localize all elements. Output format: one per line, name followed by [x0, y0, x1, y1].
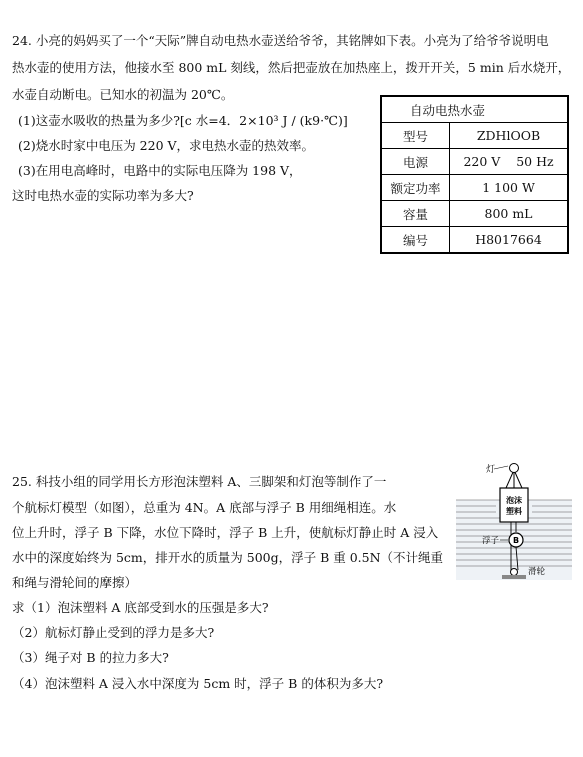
lamp-label: 灯 [486, 465, 496, 475]
nameplate-key: 编号 [381, 227, 450, 254]
table-row [381, 201, 568, 227]
q25-line4: 水中的深度始终为 5cm，排开水的质量为 500g，浮子 B 重 0.5N（不计绳重 [12, 550, 444, 565]
pulley-icon [511, 569, 518, 576]
q25-q2: （2）航标灯静止受到的浮力是多大? [12, 625, 215, 640]
q24-sub2: (2)烧水时家中电压为 220 V，求电热水壶的热效率。 [18, 138, 315, 153]
nameplate-value: 1 100 W [450, 175, 569, 201]
q25-q3: （3）绳子对 B 的拉力多大? [12, 650, 169, 665]
nameplate-value: H8017664 [450, 227, 569, 254]
float-b-label: B [512, 536, 520, 545]
q25-line5: 和绳与滑轮间的摩擦） [12, 575, 138, 590]
pulley-label: 滑轮 [528, 567, 546, 577]
nameplate-value: ZDHlOOB [450, 123, 569, 149]
q24-line2: 热水壶的使用方法，他接水至 800 mL 刻线，然后把壶放在加热座上，拨开开关，5 min 后水烧开， [12, 60, 571, 75]
q24-line3: 水壶自动断电。已知水的初温为 20℃。 [12, 87, 234, 102]
foam-label-2: 塑料 [506, 507, 522, 516]
nameplate-title: 自动电热水壶 [381, 96, 568, 123]
q25-line3: 位上升时，浮子 B 下降，水位下降时，浮子 B 上升，使航标灯静止时 A 浸入 [12, 525, 439, 540]
q24-sub3a: (3)在用电高峰时，电路中的实际电压降为 198 V， [18, 163, 302, 178]
navigation-light-figure [456, 460, 572, 580]
float-label: 浮子 [482, 536, 500, 546]
q24-sub1: (1)这壶水吸收的热量为多少?[c 水=4．2×10³ J / (k9·℃)] [18, 113, 348, 128]
q24-line1: 24. 小亮的妈妈买了一个“天际”牌自动电热水壶送给爷爷，其铭牌如下表。小亮为了给爷爷说明电 [12, 33, 549, 48]
nameplate-key: 额定功率 [381, 175, 450, 201]
nameplate-key: 容量 [381, 201, 450, 227]
foam-block-a [500, 488, 528, 522]
table-row [381, 123, 568, 149]
q24-sub3b: 这时电热水壶的实际功率为多大? [12, 188, 194, 203]
q25-line1: 25. 科技小组的同学用长方形泡沫塑料 A、三脚架和灯泡等制作了一 [12, 474, 387, 489]
foam-label-1: 泡沫 [506, 496, 522, 505]
nameplate-key: 电源 [381, 149, 450, 175]
q25-q4: （4）泡沫塑料 A 浸入水中深度为 5cm 时，浮子 B 的体积为多大? [12, 676, 384, 691]
table-row [381, 227, 568, 254]
table-row [381, 149, 568, 175]
table-row [381, 175, 568, 201]
q25-ask: 求（1）泡沫塑料 A 底部受到水的压强是多大? [12, 600, 269, 615]
riverbed [502, 575, 526, 579]
q25-line2: 个航标灯模型（如图），总重为 4N。A 底部与浮子 B 用细绳相连。水 [12, 500, 397, 515]
lamp-bulb-icon [510, 464, 519, 473]
nameplate-value: 800 mL [450, 201, 569, 227]
nameplate-key: 型号 [381, 123, 450, 149]
nameplate-table [380, 95, 569, 254]
nameplate-value: 220 V 50 Hz [450, 149, 569, 175]
